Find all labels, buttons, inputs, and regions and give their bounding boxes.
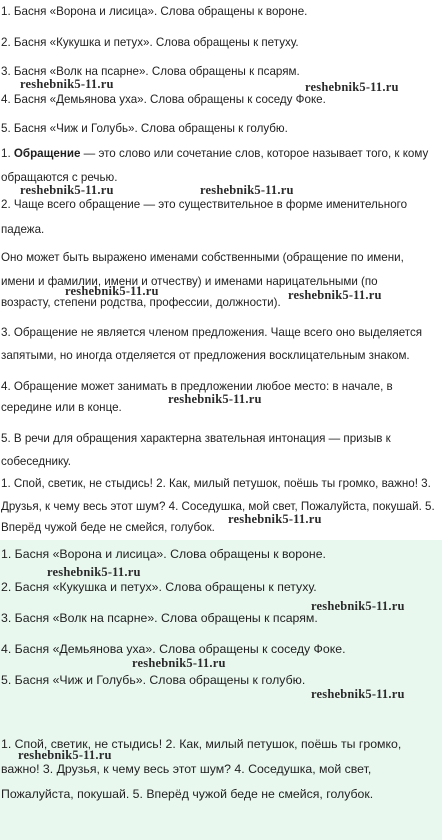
watermark: reshebnik5-11.ru xyxy=(20,183,114,197)
examples2-line-1: 1. Спой, светик, не стыдись! 2. Как, милый петушок, поёшь ты громко, xyxy=(1,737,402,751)
examples-line-3: Вперёд чужой беде не смейся, голубок. xyxy=(1,521,215,534)
theory-item-2-line-3: Оно может быть выражено именами собственными (обращение по имени, xyxy=(1,251,404,264)
theory-item-4-line-2: середине или в конце. xyxy=(1,401,122,414)
watermark: reshebnik5-11.ru xyxy=(168,392,262,406)
examples-line-2: Друзья, к чему весь этот шум? 4. Соседушка, мой свет, Пожалуйста, покушай. 5. xyxy=(1,500,435,513)
theory-item-2-line-5: возрасту, степени родства, профессии, должности). xyxy=(1,296,281,309)
watermark: reshebnik5-11.ru xyxy=(288,288,382,302)
answer2-line-1: 1. Басня «Ворона и лисица». Слова обращены к вороне. xyxy=(1,547,326,561)
watermark: reshebnik5-11.ru xyxy=(228,512,322,526)
theory-item-1-cont: обращаются с речью. xyxy=(1,171,118,184)
theory-item-1-number: 1. xyxy=(1,147,14,160)
answer-line-4: 4. Басня «Демьянова уха». Слова обращены к соседу Фоке. xyxy=(1,93,326,106)
answer-line-5: 5. Басня «Чиж и Голубь». Слова обращены к голубю. xyxy=(1,122,288,135)
watermark: reshebnik5-11.ru xyxy=(311,599,405,613)
answer2-line-4: 4. Басня «Демьянова уха». Слова обращены к соседу Фоке. xyxy=(1,642,346,656)
answer2-line-2: 2. Басня «Кукушка и петух». Слова обращены к петуху. xyxy=(1,580,317,594)
theory-item-4-line-1: 4. Обращение может занимать в предложении любое место: в начале, в xyxy=(1,380,393,393)
theory-item-3-line-2: запятыми, но иногда отделяется от предложения восклицательным знаком. xyxy=(1,349,410,362)
answer-line-2: 2. Басня «Кукушка и петух». Слова обращены к петуху. xyxy=(1,36,299,49)
watermark: reshebnik5-11.ru xyxy=(65,284,159,298)
examples2-line-3: Пожалуйста, покушай. 5. Вперёд чужой беде не смейся, голубок. xyxy=(1,787,374,801)
watermark: reshebnik5-11.ru xyxy=(200,183,294,197)
theory-item-1 xyxy=(1,142,439,166)
examples2-line-2: важно! 3. Друзья, к чему весь этот шум? 4. Соседушка, мой свет, xyxy=(1,762,372,776)
theory-item-2-line-2: падежа. xyxy=(1,223,45,236)
examples-line-1: 1. Спой, светик, не стыдись! 2. Как, милый петушок, поёшь ты громко, важно! 3. xyxy=(1,477,431,490)
watermark: reshebnik5-11.ru xyxy=(311,687,405,701)
theory-item-2-line-4: имени и фамилии, имени и отчеству) и именами нарицательными (по xyxy=(1,275,378,288)
answer-line-1: 1. Басня «Ворона и лисица». Слова обращены к вороне. xyxy=(1,5,308,18)
answer2-line-5: 5. Басня «Чиж и Голубь». Слова обращены к голубю. xyxy=(1,673,306,687)
watermark: reshebnik5-11.ru xyxy=(47,565,141,579)
watermark: reshebnik5-11.ru xyxy=(305,80,399,94)
theory-item-5-line-2: собеседнику. xyxy=(1,455,72,468)
theory-term-obrashchenie: Обращение xyxy=(13,147,81,160)
watermark: reshebnik5-11.ru xyxy=(20,77,114,91)
theory-item-2-line-1: 2. Чаще всего обращение — это существительное в форме именительного xyxy=(1,198,408,211)
watermark: reshebnik5-11.ru xyxy=(132,656,226,670)
watermark: reshebnik5-11.ru xyxy=(18,748,112,762)
theory-item-3-line-1: 3. Обращение не является членом предложения. Чаще всего оно выделяется xyxy=(1,326,423,339)
answer-line-3: 3. Басня «Волк на псарне». Слова обращены к псарям. xyxy=(1,65,300,78)
theory-item-1-text: — это слово или сочетание слов, которое называет того, к кому xyxy=(80,147,429,160)
answer2-line-3: 3. Басня «Волк на псарне». Слова обращены к псарям. xyxy=(1,611,318,625)
theory-item-5-line-1: 5. В речи для обращения характерна звательная интонация — призыв к xyxy=(1,432,391,445)
